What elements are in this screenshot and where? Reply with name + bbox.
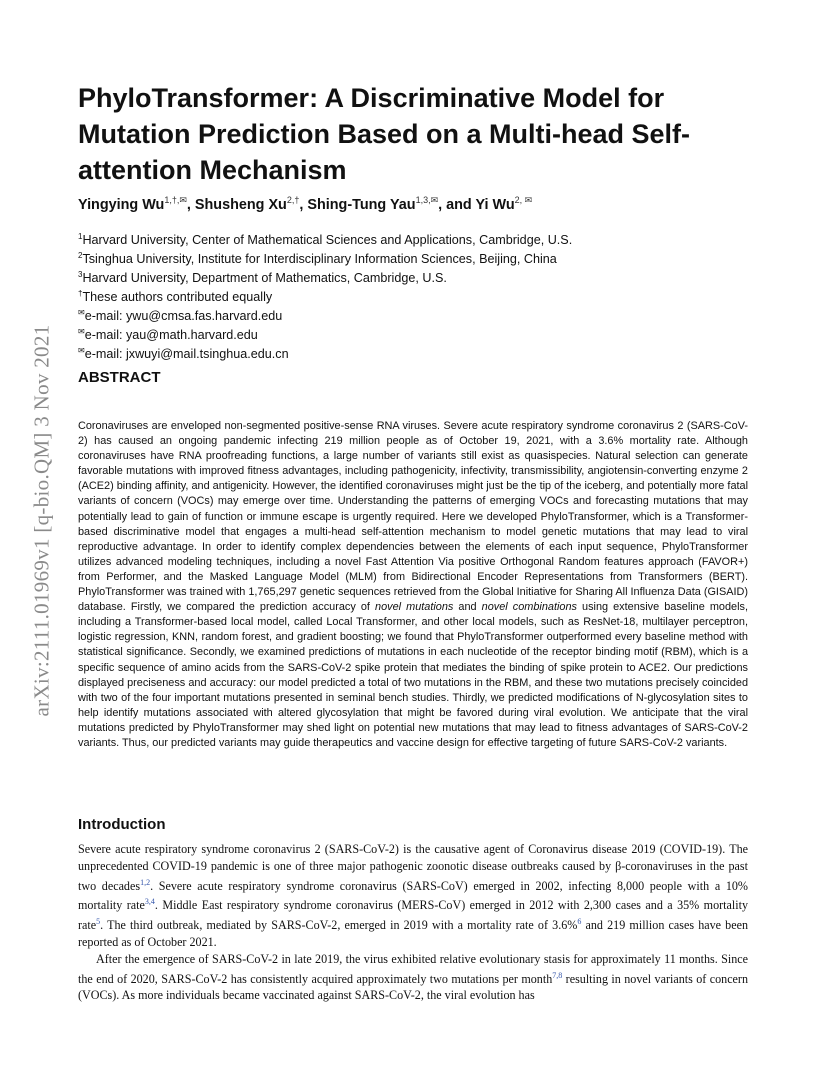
arxiv-sidebar-stamp <box>20 265 64 775</box>
author-affiliation-mark: 1,3,✉ <box>415 195 439 205</box>
affiliation-item <box>78 343 758 362</box>
affiliation-mark: 2 <box>78 251 83 260</box>
abstract-heading: ABSTRACT <box>78 369 161 386</box>
introduction-body <box>78 841 748 1004</box>
abstract-text: Coronaviruses are enveloped non-segmented positive-sense RNA viruses. Severe acute respiratory syndrome coronavirus 2 (SARS-CoV-2) has caused an ongoing pandemic infecting 219 million people as of October 19, 2021, with a 3.6% mortality rate. Although coronaviruses have RNA proofreading functions, a large number of variants still exist as quasispecies. Natural selection can generate favorable mutations with improved fitness advantages, including pathogenicity, infectivity, transmissibility, angiotensin-converting enzyme 2 (ACE2) binding affinity, and antigenicity. However, the identified coronaviruses might just be the tip of the iceberg, and potentially more fatal variants of concern (VOCs) may emerge over time. Understanding the patterns of emerging VOCs and forecasting mutations that may potentially lead to gain of function or immune escape is urgently required. Here we developed PhyloTransformer, which is a Transformer-based discriminative model that engages a multi-head self-attention mechanism to model genetic mutations that may lead to viral reproductive advantage. In order to identify complex dependencies between the elements of each input sequence, PhyloTransformer utilizes advanced modeling techniques, including a novel Fast Attention Via positive Orthogonal Random features approach (FAVOR+) from Performer, and the Masked Language Model (MLM) from Bidirectional Encoder Representations from Transformers (BERT). PhyloTransformer was trained with 1,765,297 genetic sequences retrieved from the Global Initiative for Sharing All Influenza Data (GISAID) database. Firstly, we compared the prediction accuracy of <box>78 420 748 614</box>
affiliation-item <box>78 229 758 248</box>
abstract-emphasis: novel mutations <box>375 601 454 614</box>
abstract-text: and <box>453 601 482 614</box>
intro-paragraph <box>78 841 748 951</box>
introduction-heading: Introduction <box>78 816 166 833</box>
intro-text: and 219 million cases have been reported as of October 2021. <box>78 918 749 949</box>
author-list <box>78 190 758 215</box>
citation-link[interactable]: 5 <box>96 917 101 927</box>
email-text: e-mail: jxwuyi@mail.tsinghua.edu.cn <box>84 347 289 361</box>
citation-link[interactable]: 7,8 <box>552 970 563 980</box>
intro-text: . Severe acute respiratory syndrome coronavirus (SARS-CoV) emerged in 2002, infecting 8,000 people with a 10% mortality rate <box>78 878 749 913</box>
author-name: Shing-Tung Yau <box>307 197 416 213</box>
paper-title: PhyloTransformer: A Discriminative Model for Mutation Prediction Based on a Multi-head Self-attention Mechanism <box>78 83 691 185</box>
intro-text: . The third outbreak, mediated by SARS-CoV-2, emerged in 2019 with a mortality rate of 3.6% <box>100 918 578 933</box>
citation-link[interactable]: 1,2 <box>140 877 151 887</box>
author-affiliation-mark: 1,†,✉ <box>164 195 187 205</box>
affiliation-mark: 3 <box>78 270 83 279</box>
citation-link[interactable]: 3,4 <box>144 897 155 907</box>
email-text: e-mail: ywu@cmsa.fas.harvard.edu <box>84 309 283 323</box>
abstract-emphasis: novel combinations <box>481 601 577 614</box>
abstract-body <box>78 419 748 751</box>
author-affiliation-mark: 2,† <box>286 195 300 205</box>
affiliation-item <box>78 324 758 343</box>
author-separator: , <box>299 197 308 213</box>
citation-link[interactable]: 6 <box>577 917 582 927</box>
envelope-icon: ✉ <box>78 327 85 336</box>
intro-paragraph <box>78 951 748 1004</box>
affiliation-item <box>78 286 758 305</box>
intro-text: After the emergence of SARS-CoV-2 in late 2019, the virus exhibited relative evolutionary stasis for approximately 11 months. Since the end of 2020, SARS-CoV-2 has consistently acquired approximately two mutations per month <box>78 951 748 986</box>
arxiv-stamp-text: arXiv:2111.01969v1 [q-bio.QM] 3 Nov 2021 <box>29 324 54 716</box>
affiliation-mark: 1 <box>78 232 83 241</box>
envelope-icon: ✉ <box>78 308 85 317</box>
author-name: Shusheng Xu <box>194 197 287 213</box>
affiliation-item <box>78 248 758 267</box>
author-affiliation-mark: 2, ✉ <box>514 195 533 205</box>
intro-text: Severe acute respiratory syndrome coronavirus 2 (SARS-CoV-2) is the causative agent of Coronavirus disease 2019 (COVID-19). The unprecedented COVID-19 pandemic is one of three major pathogenic zoonotic disease outbreaks caused by β-coronaviruses in the past two decades <box>78 842 748 893</box>
affiliation-text: Harvard University, Center of Mathematical Sciences and Applications, Cambridge, U.S. <box>82 233 573 247</box>
affiliation-mark: † <box>78 289 83 298</box>
affiliation-item <box>78 267 758 286</box>
author-name: Yingying Wu <box>78 197 165 213</box>
abstract-paragraph <box>78 419 748 751</box>
intro-text: resulting in novel variants of concern (VOCs). As more individuals became vaccinated against SARS-CoV-2, the viral evolution has <box>78 971 749 1003</box>
affiliation-text: Harvard University, Department of Mathematics, Cambridge, U.S. <box>82 271 447 285</box>
author-separator: , and <box>438 197 476 213</box>
envelope-icon: ✉ <box>78 346 85 355</box>
author-name: Yi Wu <box>475 197 515 213</box>
abstract-text: using extensive baseline models, including a Transformer-based local model, called Local Transformer, and other local models, such as ResNet-18, multilayer perceptron, logistic regression, KNN, random forest, and gradient boosting; we found that PhyloTransformer outperformed every baseline method with statistical significance. Secondly, we examined predictions of mutations in each nucleotide of the receptor binding motif (RBM), which is a specific sequence of amino acids from the SARS-CoV-2 spike protein that mediates the binding of spike protein to ACE2. Our predictions displayed preciseness and accuracy: our model predicted a total of two mutations in the RBM, and these two mutations precisely coincided with two of the four important mutations presented in seminal bench studies. Thirdly, we predicted modifications of N-glycosylation sites to help identify mutations associated with altered glycosylation that might be favored during viral evolution. We anticipate that the viral mutations predicted by PhyloTransformer may shed light on potential new mutations that may lead to fitness advantages of SARS-CoV-2 variants. Thus, our predicted variants may guide therapeutics and vaccine design for effective targeting of future SARS-CoV-2 variants. <box>78 601 748 749</box>
affiliation-list <box>78 229 758 362</box>
affiliation-text: These authors contributed equally <box>82 290 273 304</box>
affiliation-text: Tsinghua University, Institute for Interdisciplinary Information Sciences, Beijing, China <box>82 252 557 266</box>
author-separator: , <box>186 197 195 213</box>
intro-text: . Middle East respiratory syndrome coronavirus (MERS-CoV) emerged in 2012 with 2,300 cases and a 35% mortality rate <box>78 898 748 933</box>
affiliation-item <box>78 305 758 324</box>
email-text: e-mail: yau@math.harvard.edu <box>84 328 258 342</box>
